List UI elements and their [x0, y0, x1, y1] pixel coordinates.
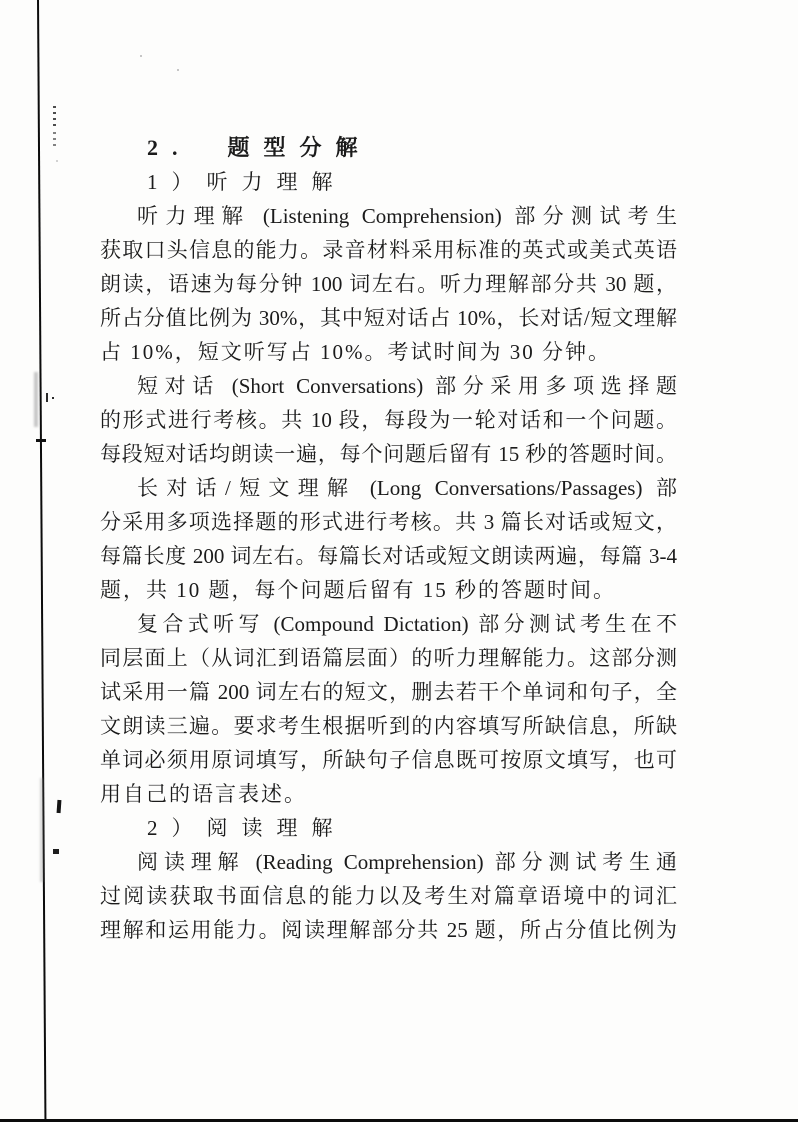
text-line: 所占分值比例为 30%，其中短对话占 10%，长对话/短文理解 — [100, 306, 677, 330]
scan-dots-artifact — [53, 106, 56, 128]
text-line: 的形式进行考核。共 10 段，每段为一轮对话和一个问题。 — [100, 408, 677, 432]
text-line: 文朗读三遍。要求考生根据听到的内容填写所缺信息，所缺 — [100, 714, 677, 738]
section-heading: 2. 题型分解 — [147, 135, 372, 160]
text-line: 单词必须用原词填写，所缺句子信息既可按原文填写，也可 — [100, 748, 677, 772]
text-line: 用自己的语言表述。 — [100, 782, 307, 806]
text-line: 阅读理解 (Reading Comprehension) 部分测试考生通 — [137, 850, 677, 874]
scan-speck — [57, 800, 62, 813]
scan-speck — [53, 849, 59, 854]
scan-smudge — [34, 372, 38, 427]
text-line: 试采用一篇 200 词左右的短文，删去若干个单词和句子，全 — [100, 680, 677, 704]
subsection-heading: 2）阅读理解 — [147, 816, 347, 840]
scan-left-edge-line — [37, 0, 46, 1122]
document-text — [100, 131, 677, 947]
scan-speck — [140, 55, 142, 57]
subsection-heading: 1）听力理解 — [147, 170, 347, 194]
text-line: 分采用多项选择题的形式进行考核。共 3 篇长对话或短文， — [100, 510, 677, 534]
text-line: 长对话/短文理解 (Long Conversations/Passages) 部 — [137, 476, 677, 500]
scan-speck — [36, 439, 46, 442]
scan-dots-artifact — [53, 132, 56, 149]
text-line: 题，共 10 题，每个问题后留有 15 秒的答题时间。 — [100, 578, 616, 602]
scan-speck — [52, 397, 54, 399]
text-line: 复合式听写 (Compound Dictation) 部分测试考生在不 — [137, 612, 677, 636]
text-line: 每段短对话均朗读一遍，每个问题后留有 15 秒的答题时间。 — [100, 442, 677, 466]
text-line: 占 10%，短文听写占 10%。考试时间为 30 分钟。 — [100, 340, 611, 364]
scan-speck — [177, 69, 179, 71]
text-line: 理解和运用能力。阅读理解部分共 25 题，所占分值比例为 — [100, 918, 677, 942]
text-line: 同层面上（从词汇到语篇层面）的听力理解能力。这部分测 — [100, 646, 677, 670]
text-line: 获取口头信息的能力。录音材料采用标准的英式或美式英语 — [100, 238, 677, 262]
text-line: 短对话 (Short Conversations) 部分采用多项选择题 — [137, 374, 677, 398]
text-line: 每篇长度 200 词左右。每篇长对话或短文朗读两遍，每篇 3-4 — [100, 544, 677, 568]
scan-speck — [46, 393, 48, 402]
scan-smudge — [40, 778, 43, 882]
scan-speck — [56, 160, 58, 162]
text-line: 朗读，语速为每分钟 100 词左右。听力理解部分共 30 题， — [100, 272, 677, 296]
text-line: 听力理解 (Listening Comprehension) 部分测试考生 — [137, 204, 677, 228]
text-line: 过阅读获取书面信息的能力以及考生对篇章语境中的词汇 — [100, 884, 677, 908]
